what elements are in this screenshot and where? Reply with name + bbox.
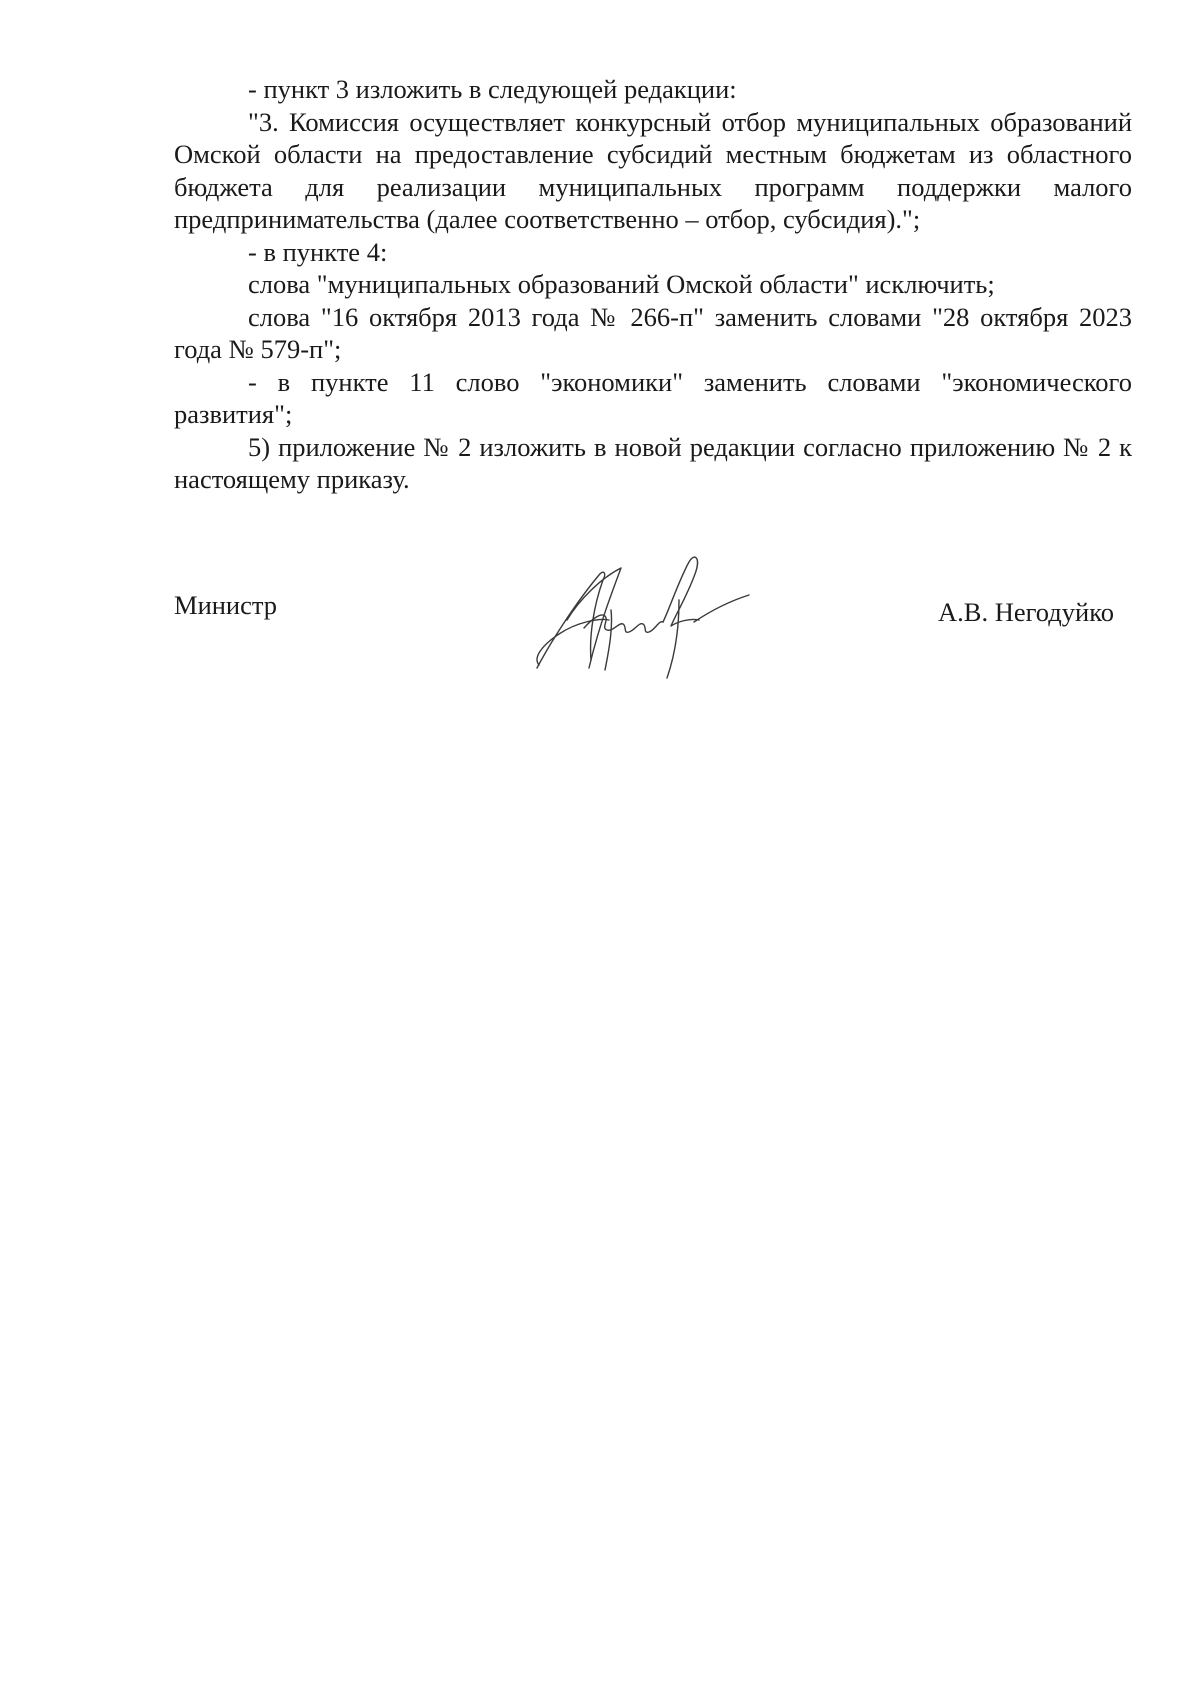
paragraph-item-7: 5) приложение № 2 изложить в новой редакции согласно приложению № 2 к настоящему приказу. — [174, 431, 1132, 494]
signature-block — [174, 560, 1114, 680]
signatory-name: А.В. Негодуйко — [938, 597, 1114, 627]
paragraph-item-1: - пункт 3 изложить в следующей редакции: — [248, 74, 737, 104]
paragraph-item-5: слова "16 октября 2013 года № 266-п" заменить словами "28 октября 2023 года № 579-п"; — [174, 301, 1132, 364]
handwritten-signature-icon — [529, 550, 759, 685]
signatory-title: Министр — [174, 590, 278, 620]
paragraph-item-6: - в пункте 11 слово "экономики" заменить словами "экономического развития"; — [174, 366, 1132, 429]
paragraph-item-3: - в пункте 4: — [248, 236, 388, 267]
paragraph-item-4: слова "муниципальных образований Омской области" исключить; — [248, 269, 995, 299]
document-body — [174, 73, 1132, 496]
paragraph-item-2: "3. Комиссия осуществляет конкурсный отбор муниципальных образований Омской области на предоставление субсидий местным бюджетам из областного бюджета для реализации муниципальных программ поддержки малого предпринимательства (далее соответственно – отбор, субсидия)."; — [174, 106, 1132, 234]
